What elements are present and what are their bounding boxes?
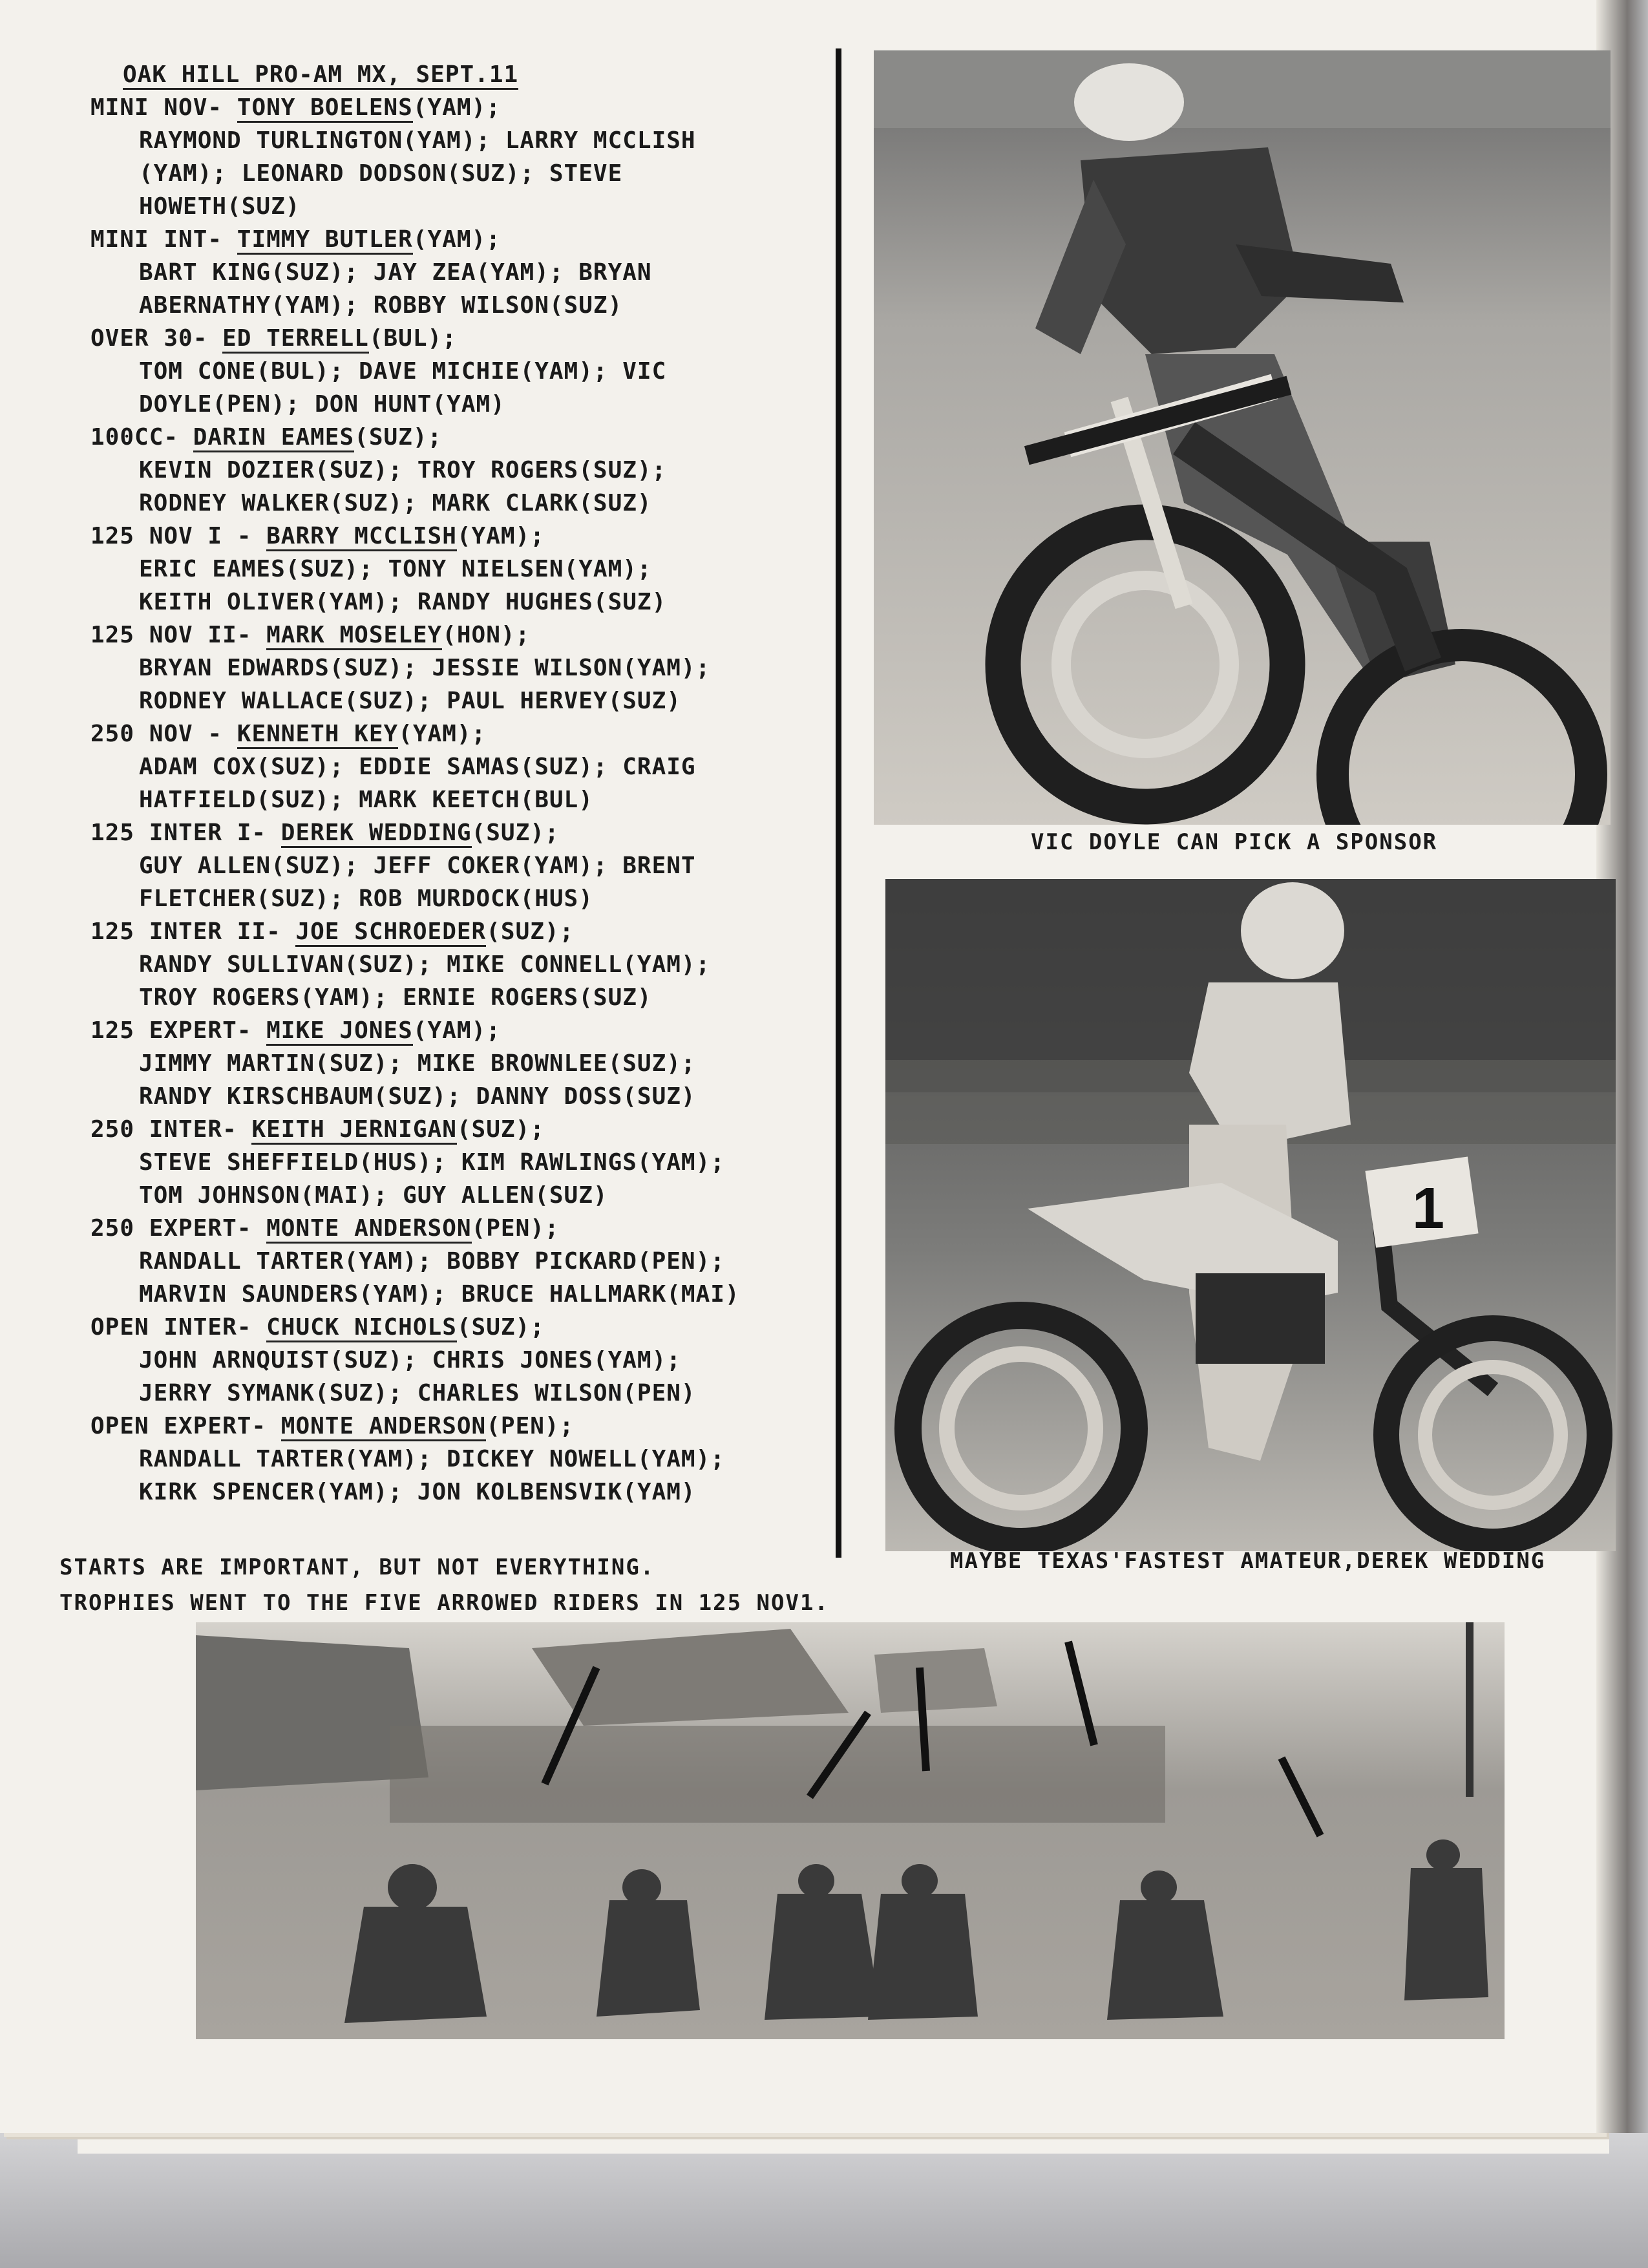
class-heading xyxy=(90,915,814,948)
class-heading xyxy=(90,1311,814,1344)
class-name: 125 EXPERT- xyxy=(90,1017,252,1044)
class-winner: MIKE JONES xyxy=(266,1017,413,1046)
results-title: OAK HILL PRO-AM MX, SEPT.11 xyxy=(123,58,814,91)
class-placings: ADAM COX(SUZ); EDDIE SAMAS(SUZ); CRAIG HATFIELD(SUZ); MARK KEETCH(BUL) xyxy=(139,754,696,813)
winner-bike: (SUZ); xyxy=(456,1116,545,1143)
class-name: OPEN EXPERT- xyxy=(90,1413,267,1439)
class-heading xyxy=(90,322,814,355)
class-name: 100CC- xyxy=(90,424,179,450)
class-heading xyxy=(90,421,814,454)
class-placings: TOM CONE(BUL); DAVE MICHIE(YAM); VIC DOYLE(PEN); DON HUNT(YAM) xyxy=(139,358,667,418)
class-name: 250 INTER- xyxy=(90,1116,237,1143)
class-heading xyxy=(90,520,814,553)
class-placings: RANDY SULLIVAN(SUZ); MIKE CONNELL(YAM); TROY ROGERS(YAM); ERNIE ROGERS(SUZ) xyxy=(139,951,711,1011)
class-winner: KEITH JERNIGAN xyxy=(251,1116,456,1145)
class-placings: BRYAN EDWARDS(SUZ); JESSIE WILSON(YAM); RODNEY WALLACE(SUZ); PAUL HERVEY(SUZ) xyxy=(139,655,711,714)
class-winner: TIMMY BUTLER xyxy=(237,226,413,255)
class-winner: MONTE ANDERSON xyxy=(281,1413,486,1441)
class-winner: CHUCK NICHOLS xyxy=(266,1314,457,1342)
winner-bike: (YAM); xyxy=(412,1017,501,1044)
photo-race-start xyxy=(196,1622,1505,2039)
winner-bike: (SUZ); xyxy=(471,820,560,846)
class-winner: DEREK WEDDING xyxy=(281,820,472,848)
winner-bike: (YAM); xyxy=(412,94,501,121)
caption-starts-line1: STARTS ARE IMPORTANT, BUT NOT EVERYTHING. xyxy=(59,1554,655,1580)
class-winner: MONTE ANDERSON xyxy=(266,1215,471,1244)
class-name: 125 INTER II- xyxy=(90,918,281,945)
winner-bike: (PEN); xyxy=(471,1215,560,1242)
class-placings: JOHN ARNQUIST(SUZ); CHRIS JONES(YAM); JERRY SYMANK(SUZ); CHARLES WILSON(PEN) xyxy=(139,1347,696,1406)
photo-derek-wedding xyxy=(885,879,1616,1551)
class-name: OVER 30- xyxy=(90,325,208,352)
class-placings: RANDALL TARTER(YAM); DICKEY NOWELL(YAM); KIRK SPENCER(YAM); JON KOLBENSVIK(YAM) xyxy=(139,1446,725,1505)
class-placings: RANDALL TARTER(YAM); BOBBY PICKARD(PEN); MARVIN SAUNDERS(YAM); BRUCE HALLMARK(MAI) xyxy=(139,1248,740,1308)
class-placings: BART KING(SUZ); JAY ZEA(YAM); BRYAN ABERNATHY(YAM); ROBBY WILSON(SUZ) xyxy=(139,259,652,319)
winner-bike: (YAM); xyxy=(398,721,487,747)
class-placings: GUY ALLEN(SUZ); JEFF COKER(YAM); BRENT FLETCHER(SUZ); ROB MURDOCK(HUS) xyxy=(139,853,696,912)
class-heading xyxy=(90,816,814,849)
class-winner: KENNETH KEY xyxy=(237,721,398,749)
class-heading xyxy=(90,1113,814,1146)
class-placings: STEVE SHEFFIELD(HUS); KIM RAWLINGS(YAM); TOM JOHNSON(MAI); GUY ALLEN(SUZ) xyxy=(139,1149,725,1209)
class-name: 125 INTER I- xyxy=(90,820,267,846)
class-heading xyxy=(90,223,814,256)
class-heading xyxy=(90,619,814,652)
caption-starts-line2: TROPHIES WENT TO THE FIVE ARROWED RIDERS IN 125 NOV1. xyxy=(59,1590,829,1616)
class-placings: ERIC EAMES(SUZ); TONY NIELSEN(YAM); KEITH OLIVER(YAM); RANDY HUGHES(SUZ) xyxy=(139,556,667,615)
class-name: MINI NOV- xyxy=(90,94,223,121)
class-heading xyxy=(90,717,814,750)
winner-bike: (SUZ); xyxy=(486,918,575,945)
class-name: 250 EXPERT- xyxy=(90,1215,252,1242)
winner-bike: (YAM); xyxy=(456,523,545,549)
class-winner: TONY BOELENS xyxy=(237,94,413,123)
winner-bike: (PEN); xyxy=(486,1413,575,1439)
class-winner: BARRY MCCLISH xyxy=(266,523,457,551)
class-name: 125 NOV I - xyxy=(90,523,252,549)
class-name: MINI INT- xyxy=(90,226,223,253)
class-heading xyxy=(90,1212,814,1245)
winner-bike: (YAM); xyxy=(412,226,501,253)
class-placings: RAYMOND TURLINGTON(YAM); LARRY MCCLISH (YAM); LEONARD DODSON(SUZ); STEVE HOWETH(SUZ) xyxy=(139,127,696,220)
number-plate-text: 1 xyxy=(1412,1176,1445,1241)
results-class-list xyxy=(90,91,814,1509)
class-heading xyxy=(90,1410,814,1443)
class-name: OPEN INTER- xyxy=(90,1314,252,1341)
class-name: 250 NOV - xyxy=(90,721,223,747)
race-results xyxy=(90,58,814,1509)
class-winner: DARIN EAMES xyxy=(193,424,354,452)
photo-vic-doyle xyxy=(874,50,1611,825)
class-placings: KEVIN DOZIER(SUZ); TROY ROGERS(SUZ); RODNEY WALKER(SUZ); MARK CLARK(SUZ) xyxy=(139,457,667,516)
class-name: 125 NOV II- xyxy=(90,622,252,648)
class-winner: MARK MOSELEY xyxy=(266,622,442,650)
winner-bike: (SUZ); xyxy=(456,1314,545,1341)
winner-bike: (BUL); xyxy=(368,325,457,352)
column-divider xyxy=(836,48,841,1558)
class-heading xyxy=(90,1014,814,1047)
winner-bike: (SUZ); xyxy=(354,424,443,450)
class-heading xyxy=(90,91,814,124)
caption-derek-wedding: MAYBE TEXAS'FASTEST AMATEUR,DEREK WEDDING xyxy=(950,1548,1546,1574)
class-winner: JOE SCHROEDER xyxy=(295,918,486,947)
class-winner: ED TERRELL xyxy=(222,325,369,354)
class-placings: JIMMY MARTIN(SUZ); MIKE BROWNLEE(SUZ); RANDY KIRSCHBAUM(SUZ); DANNY DOSS(SUZ) xyxy=(139,1050,696,1110)
winner-bike: (HON); xyxy=(442,622,531,648)
caption-vic-doyle: VIC DOYLE CAN PICK A SPONSOR xyxy=(1031,829,1438,855)
